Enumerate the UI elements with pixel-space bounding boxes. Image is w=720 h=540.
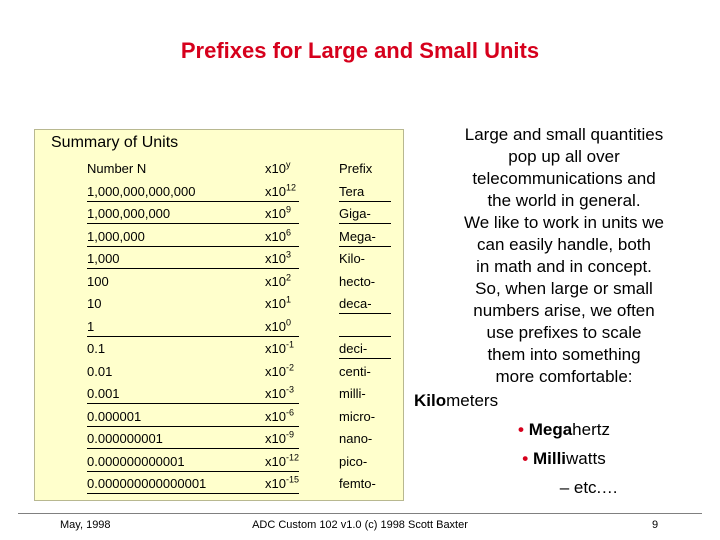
- power-base: x10: [265, 183, 286, 199]
- number-cell: 0.000000000001: [87, 451, 299, 472]
- table-row: [35, 203, 405, 226]
- power-base: x10: [265, 363, 286, 379]
- power-base: x10: [265, 318, 286, 334]
- power-cell: [265, 473, 335, 494]
- number-cell: 0.000001: [87, 406, 299, 427]
- power-exponent: -6: [285, 407, 294, 418]
- power-exponent: 0: [285, 317, 291, 328]
- number-cell: 1,000: [87, 248, 299, 269]
- power-cell: [265, 451, 335, 472]
- power-cell: [265, 226, 335, 247]
- power-base: x10: [265, 341, 286, 356]
- prefix-cell: Mega-: [339, 226, 391, 247]
- number-cell: 0.01: [87, 363, 113, 379]
- number-cell: 0.000000000000001: [87, 473, 299, 494]
- power-base: x10: [265, 206, 286, 221]
- number-cell: 10: [87, 296, 102, 311]
- text-line: in math and in concept.: [476, 257, 652, 276]
- text-line: Large and small quantities: [464, 125, 664, 144]
- number-cell: 0.001: [87, 383, 299, 404]
- footer-copyright: ADC Custom 102 v1.0 (c) 1998 Scott Baxter: [252, 519, 468, 531]
- prefix-cell: femto-: [339, 476, 376, 491]
- prefix-cell: Tera: [339, 181, 391, 202]
- table-row: [35, 248, 405, 271]
- etc-item: – etc.…: [559, 478, 619, 497]
- table-row: [35, 271, 405, 294]
- prefix-cell: Prefix: [339, 161, 373, 176]
- table-row: [35, 428, 405, 451]
- page-number: 9: [652, 519, 659, 531]
- power-base: x10: [265, 161, 286, 176]
- power-cell: [265, 406, 335, 427]
- power-base: x10: [265, 386, 286, 401]
- power-exponent: -3: [285, 384, 294, 395]
- power-cell: [265, 361, 335, 382]
- prefix-cell: [339, 316, 391, 337]
- explanation-text: [414, 124, 714, 499]
- prefix-cell: Kilo-: [339, 251, 366, 266]
- prefix-cell: nano-: [339, 431, 373, 446]
- power-exponent: y: [285, 159, 291, 170]
- power-cell: [265, 248, 335, 269]
- text-line: the world in general.: [487, 191, 641, 210]
- slide-title: Prefixes for Large and Small Units: [180, 38, 540, 63]
- paragraph-intro: [414, 124, 714, 212]
- power-exponent: 3: [285, 249, 291, 260]
- number-cell: 1,000,000,000,000: [87, 181, 299, 202]
- table-row: [35, 406, 405, 429]
- power-cell: [265, 383, 335, 404]
- number-cell: 1,000,000,000: [87, 203, 299, 224]
- power-exponent: -1: [285, 339, 294, 350]
- text-line: We like to work in units we: [464, 213, 664, 232]
- power-base: x10: [265, 273, 286, 289]
- power-cell: [265, 338, 335, 359]
- table-title: Summary of Units: [51, 134, 179, 151]
- text-line: pop up all over: [508, 147, 620, 166]
- power-cell: [265, 428, 335, 449]
- prefix-cell: pico-: [339, 453, 368, 469]
- power-base: x10: [265, 453, 286, 469]
- bullet-megahertz: [414, 419, 714, 441]
- text-line: them into something: [487, 345, 641, 364]
- mega-prefix: Mega: [528, 420, 573, 439]
- text-line: use prefixes to scale: [486, 323, 642, 342]
- table-row: [35, 293, 405, 316]
- power-base: x10: [265, 251, 286, 266]
- prefix-cell: hecto-: [339, 273, 376, 289]
- text-line: telecommunications and: [472, 169, 656, 188]
- table-row: [35, 361, 405, 384]
- number-cell: 0.000000001: [87, 428, 299, 449]
- footer-divider: [18, 513, 702, 514]
- table-row: [35, 181, 405, 204]
- prefix-cell: milli-: [339, 386, 366, 401]
- footer-date: May, 1998: [60, 519, 111, 531]
- power-cell: [265, 158, 335, 179]
- text-line: can easily handle, both: [477, 235, 651, 254]
- number-cell: 1: [87, 316, 299, 337]
- power-exponent: -2: [285, 362, 294, 373]
- table-row: [35, 383, 405, 406]
- power-exponent: -9: [285, 429, 294, 440]
- power-base: x10: [265, 408, 286, 424]
- power-exponent: 1: [285, 294, 291, 305]
- kilo-prefix: Kilo: [414, 391, 447, 410]
- kilo-unit: meters: [446, 391, 499, 410]
- power-exponent: 12: [285, 182, 296, 193]
- prefix-cell: micro-: [339, 408, 376, 424]
- number-cell: 1,000,000: [87, 226, 299, 247]
- power-base: x10: [265, 296, 286, 311]
- power-exponent: -12: [285, 452, 299, 463]
- number-cell: 100: [87, 273, 109, 289]
- table-row: [35, 226, 405, 249]
- bullet-icon: •: [522, 449, 529, 468]
- table-row: [35, 473, 405, 496]
- table-row: [35, 158, 405, 181]
- text-line: So, when large or small: [475, 279, 653, 298]
- bullet-icon: •: [518, 420, 524, 439]
- power-exponent: 6: [285, 227, 291, 238]
- table-row: [35, 338, 405, 361]
- power-exponent: 9: [285, 204, 291, 215]
- power-base: x10: [265, 476, 286, 491]
- milli-prefix: Milli: [532, 449, 567, 468]
- kilometers-example: [414, 390, 714, 412]
- milli-unit: watts: [566, 449, 606, 468]
- units-table: [34, 129, 404, 501]
- power-cell: [265, 316, 335, 337]
- bullet-milliwatts: [414, 448, 714, 470]
- table-row: [35, 316, 405, 339]
- prefix-cell: deca-: [339, 293, 391, 314]
- power-exponent: 2: [285, 272, 291, 283]
- prefix-cell: Giga-: [339, 203, 391, 224]
- power-cell: [265, 181, 335, 202]
- power-base: x10: [265, 431, 286, 446]
- mega-unit: hertz: [572, 420, 610, 439]
- number-cell: 0.1: [87, 341, 106, 356]
- power-cell: [265, 293, 335, 314]
- text-line: numbers arise, we often: [473, 301, 655, 320]
- power-cell: [265, 203, 335, 224]
- paragraph-units: [414, 212, 714, 388]
- power-exponent: -15: [285, 474, 299, 485]
- text-line: more comfortable:: [495, 367, 633, 386]
- prefix-cell: deci-: [339, 338, 391, 359]
- power-base: x10: [265, 228, 286, 244]
- prefix-cell: centi-: [339, 363, 371, 379]
- power-cell: [265, 271, 335, 292]
- number-cell: Number N: [87, 161, 147, 176]
- table-row: [35, 451, 405, 474]
